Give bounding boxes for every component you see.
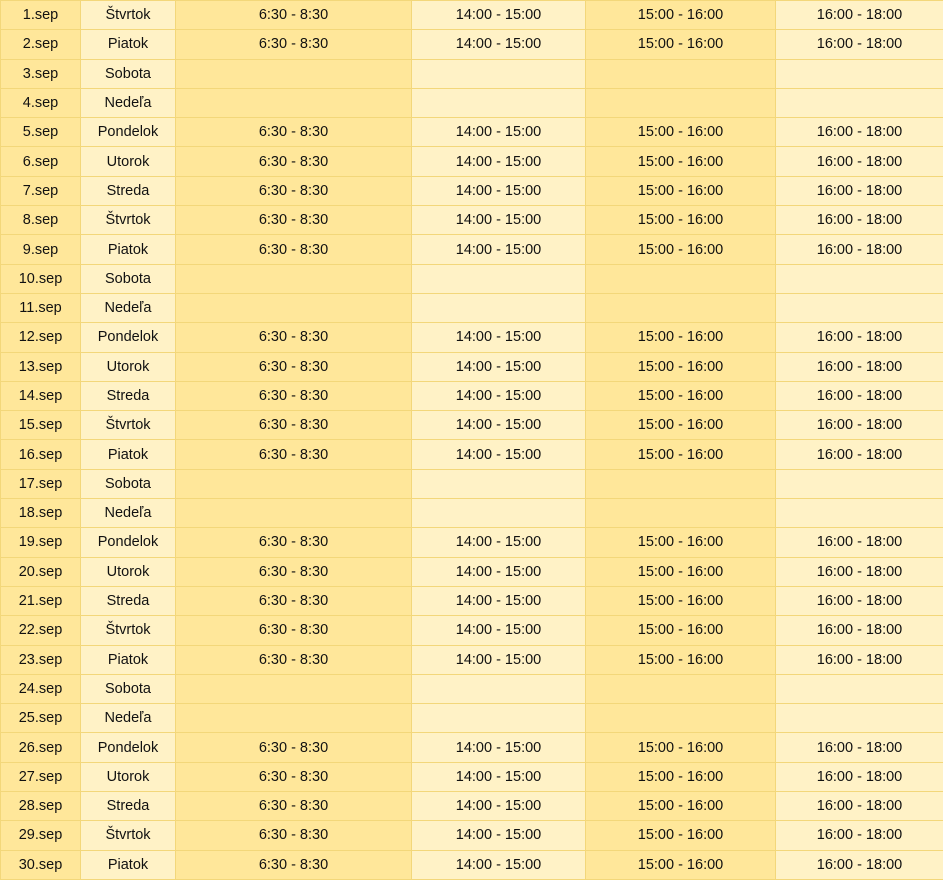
afternoon-slot-1-cell[interactable]: 14:00 - 15:00 xyxy=(412,147,586,176)
afternoon-slot-1-cell[interactable]: 14:00 - 15:00 xyxy=(412,528,586,557)
weekday-cell[interactable]: Štvrtok xyxy=(81,206,176,235)
afternoon-slot-1-cell[interactable] xyxy=(412,469,586,498)
table-row xyxy=(1,821,943,850)
afternoon-slot-2-cell[interactable]: 15:00 - 16:00 xyxy=(586,381,776,410)
table-row xyxy=(1,118,943,147)
weekday-cell[interactable]: Štvrtok xyxy=(81,616,176,645)
afternoon-slot-2-cell[interactable]: 15:00 - 16:00 xyxy=(586,235,776,264)
afternoon-slot-3-cell[interactable]: 16:00 - 18:00 xyxy=(776,1,943,30)
weekday-cell[interactable]: Streda xyxy=(81,176,176,205)
date-cell[interactable]: 21.sep xyxy=(1,586,81,615)
morning-slot-cell[interactable]: 6:30 - 8:30 xyxy=(176,381,412,410)
weekday-cell[interactable]: Utorok xyxy=(81,762,176,791)
afternoon-slot-3-cell[interactable] xyxy=(776,674,943,703)
afternoon-slot-3-cell[interactable]: 16:00 - 18:00 xyxy=(776,30,943,59)
afternoon-slot-1-cell[interactable]: 14:00 - 15:00 xyxy=(412,850,586,879)
date-cell[interactable]: 8.sep xyxy=(1,206,81,235)
weekday-cell[interactable]: Sobota xyxy=(81,674,176,703)
afternoon-slot-1-cell[interactable]: 14:00 - 15:00 xyxy=(412,352,586,381)
weekday-cell[interactable]: Sobota xyxy=(81,469,176,498)
afternoon-slot-2-cell[interactable] xyxy=(586,264,776,293)
table-row xyxy=(1,293,943,322)
afternoon-slot-3-cell[interactable]: 16:00 - 18:00 xyxy=(776,206,943,235)
afternoon-slot-3-cell[interactable] xyxy=(776,499,943,528)
weekday-cell[interactable]: Štvrtok xyxy=(81,411,176,440)
table-row xyxy=(1,645,943,674)
weekday-cell[interactable]: Streda xyxy=(81,586,176,615)
date-cell[interactable]: 27.sep xyxy=(1,762,81,791)
table-row xyxy=(1,469,943,498)
afternoon-slot-3-cell[interactable]: 16:00 - 18:00 xyxy=(776,323,943,352)
schedule-body xyxy=(1,1,943,880)
morning-slot-cell[interactable] xyxy=(176,293,412,322)
afternoon-slot-3-cell[interactable] xyxy=(776,59,943,88)
morning-slot-cell[interactable] xyxy=(176,704,412,733)
weekday-cell[interactable]: Štvrtok xyxy=(81,1,176,30)
table-row xyxy=(1,206,943,235)
table-row xyxy=(1,850,943,879)
afternoon-slot-3-cell[interactable] xyxy=(776,469,943,498)
afternoon-slot-2-cell[interactable] xyxy=(586,59,776,88)
weekday-cell[interactable]: Utorok xyxy=(81,352,176,381)
date-cell[interactable]: 28.sep xyxy=(1,792,81,821)
afternoon-slot-2-cell[interactable]: 15:00 - 16:00 xyxy=(586,645,776,674)
morning-slot-cell[interactable]: 6:30 - 8:30 xyxy=(176,235,412,264)
morning-slot-cell[interactable]: 6:30 - 8:30 xyxy=(176,352,412,381)
afternoon-slot-2-cell[interactable]: 15:00 - 16:00 xyxy=(586,411,776,440)
date-cell[interactable]: 19.sep xyxy=(1,528,81,557)
table-row xyxy=(1,586,943,615)
afternoon-slot-1-cell[interactable]: 14:00 - 15:00 xyxy=(412,30,586,59)
morning-slot-cell[interactable]: 6:30 - 8:30 xyxy=(176,206,412,235)
table-row xyxy=(1,674,943,703)
table-row xyxy=(1,440,943,469)
weekday-cell[interactable]: Utorok xyxy=(81,557,176,586)
afternoon-slot-2-cell[interactable]: 15:00 - 16:00 xyxy=(586,206,776,235)
date-cell[interactable]: 9.sep xyxy=(1,235,81,264)
morning-slot-cell[interactable]: 6:30 - 8:30 xyxy=(176,850,412,879)
afternoon-slot-1-cell[interactable] xyxy=(412,499,586,528)
date-cell[interactable]: 14.sep xyxy=(1,381,81,410)
afternoon-slot-3-cell[interactable]: 16:00 - 18:00 xyxy=(776,762,943,791)
afternoon-slot-2-cell[interactable]: 15:00 - 16:00 xyxy=(586,323,776,352)
afternoon-slot-2-cell[interactable]: 15:00 - 16:00 xyxy=(586,850,776,879)
morning-slot-cell[interactable]: 6:30 - 8:30 xyxy=(176,411,412,440)
afternoon-slot-3-cell[interactable]: 16:00 - 18:00 xyxy=(776,557,943,586)
afternoon-slot-3-cell[interactable]: 16:00 - 18:00 xyxy=(776,586,943,615)
morning-slot-cell[interactable]: 6:30 - 8:30 xyxy=(176,440,412,469)
table-row xyxy=(1,235,943,264)
table-row xyxy=(1,176,943,205)
table-row xyxy=(1,499,943,528)
afternoon-slot-3-cell[interactable]: 16:00 - 18:00 xyxy=(776,733,943,762)
date-cell[interactable]: 18.sep xyxy=(1,499,81,528)
morning-slot-cell[interactable]: 6:30 - 8:30 xyxy=(176,733,412,762)
afternoon-slot-2-cell[interactable]: 15:00 - 16:00 xyxy=(586,733,776,762)
afternoon-slot-2-cell[interactable]: 15:00 - 16:00 xyxy=(586,762,776,791)
morning-slot-cell[interactable]: 6:30 - 8:30 xyxy=(176,323,412,352)
afternoon-slot-1-cell[interactable]: 14:00 - 15:00 xyxy=(412,733,586,762)
weekday-cell[interactable]: Piatok xyxy=(81,850,176,879)
date-cell[interactable]: 1.sep xyxy=(1,1,81,30)
table-row xyxy=(1,59,943,88)
weekday-cell[interactable]: Utorok xyxy=(81,147,176,176)
afternoon-slot-1-cell[interactable] xyxy=(412,264,586,293)
morning-slot-cell[interactable]: 6:30 - 8:30 xyxy=(176,176,412,205)
weekday-cell[interactable]: Piatok xyxy=(81,30,176,59)
weekday-cell[interactable]: Sobota xyxy=(81,59,176,88)
weekday-cell[interactable]: Piatok xyxy=(81,645,176,674)
afternoon-slot-3-cell[interactable]: 16:00 - 18:00 xyxy=(776,850,943,879)
table-row xyxy=(1,264,943,293)
afternoon-slot-1-cell[interactable]: 14:00 - 15:00 xyxy=(412,381,586,410)
date-cell[interactable]: 2.sep xyxy=(1,30,81,59)
weekday-cell[interactable]: Streda xyxy=(81,381,176,410)
afternoon-slot-3-cell[interactable]: 16:00 - 18:00 xyxy=(776,352,943,381)
afternoon-slot-1-cell[interactable]: 14:00 - 15:00 xyxy=(412,440,586,469)
weekday-cell[interactable]: Nedeľa xyxy=(81,499,176,528)
weekday-cell[interactable]: Pondelok xyxy=(81,323,176,352)
afternoon-slot-2-cell[interactable]: 15:00 - 16:00 xyxy=(586,176,776,205)
afternoon-slot-2-cell[interactable]: 15:00 - 16:00 xyxy=(586,821,776,850)
date-cell[interactable]: 29.sep xyxy=(1,821,81,850)
morning-slot-cell[interactable]: 6:30 - 8:30 xyxy=(176,645,412,674)
afternoon-slot-2-cell[interactable]: 15:00 - 16:00 xyxy=(586,528,776,557)
afternoon-slot-3-cell[interactable]: 16:00 - 18:00 xyxy=(776,821,943,850)
afternoon-slot-3-cell[interactable] xyxy=(776,264,943,293)
date-cell[interactable]: 15.sep xyxy=(1,411,81,440)
table-row xyxy=(1,557,943,586)
table-row xyxy=(1,1,943,30)
afternoon-slot-2-cell[interactable]: 15:00 - 16:00 xyxy=(586,440,776,469)
date-cell[interactable]: 3.sep xyxy=(1,59,81,88)
afternoon-slot-3-cell[interactable]: 16:00 - 18:00 xyxy=(776,147,943,176)
afternoon-slot-1-cell[interactable] xyxy=(412,293,586,322)
weekday-cell[interactable]: Nedeľa xyxy=(81,88,176,117)
table-row xyxy=(1,30,943,59)
afternoon-slot-1-cell[interactable]: 14:00 - 15:00 xyxy=(412,118,586,147)
afternoon-slot-1-cell[interactable]: 14:00 - 15:00 xyxy=(412,411,586,440)
afternoon-slot-1-cell[interactable]: 14:00 - 15:00 xyxy=(412,792,586,821)
morning-slot-cell[interactable] xyxy=(176,88,412,117)
morning-slot-cell[interactable] xyxy=(176,264,412,293)
date-cell[interactable]: 20.sep xyxy=(1,557,81,586)
afternoon-slot-2-cell[interactable] xyxy=(586,469,776,498)
table-row xyxy=(1,704,943,733)
afternoon-slot-3-cell[interactable]: 16:00 - 18:00 xyxy=(776,440,943,469)
date-cell[interactable]: 5.sep xyxy=(1,118,81,147)
weekday-cell[interactable]: Štvrtok xyxy=(81,821,176,850)
afternoon-slot-1-cell[interactable]: 14:00 - 15:00 xyxy=(412,235,586,264)
date-cell[interactable]: 6.sep xyxy=(1,147,81,176)
date-cell[interactable]: 23.sep xyxy=(1,645,81,674)
morning-slot-cell[interactable]: 6:30 - 8:30 xyxy=(176,586,412,615)
morning-slot-cell[interactable]: 6:30 - 8:30 xyxy=(176,616,412,645)
morning-slot-cell[interactable] xyxy=(176,59,412,88)
afternoon-slot-3-cell[interactable]: 16:00 - 18:00 xyxy=(776,645,943,674)
morning-slot-cell[interactable]: 6:30 - 8:30 xyxy=(176,118,412,147)
afternoon-slot-1-cell[interactable]: 14:00 - 15:00 xyxy=(412,1,586,30)
morning-slot-cell[interactable] xyxy=(176,499,412,528)
afternoon-slot-3-cell[interactable]: 16:00 - 18:00 xyxy=(776,235,943,264)
afternoon-slot-2-cell[interactable] xyxy=(586,88,776,117)
afternoon-slot-3-cell[interactable] xyxy=(776,88,943,117)
afternoon-slot-3-cell[interactable]: 16:00 - 18:00 xyxy=(776,118,943,147)
afternoon-slot-1-cell[interactable]: 14:00 - 15:00 xyxy=(412,616,586,645)
date-cell[interactable]: 24.sep xyxy=(1,674,81,703)
date-cell[interactable]: 22.sep xyxy=(1,616,81,645)
date-cell[interactable]: 12.sep xyxy=(1,323,81,352)
morning-slot-cell[interactable]: 6:30 - 8:30 xyxy=(176,147,412,176)
afternoon-slot-2-cell[interactable]: 15:00 - 16:00 xyxy=(586,352,776,381)
afternoon-slot-2-cell[interactable] xyxy=(586,674,776,703)
afternoon-slot-1-cell[interactable] xyxy=(412,88,586,117)
morning-slot-cell[interactable]: 6:30 - 8:30 xyxy=(176,557,412,586)
table-row xyxy=(1,528,943,557)
afternoon-slot-1-cell[interactable]: 14:00 - 15:00 xyxy=(412,762,586,791)
afternoon-slot-3-cell[interactable]: 16:00 - 18:00 xyxy=(776,528,943,557)
afternoon-slot-3-cell[interactable]: 16:00 - 18:00 xyxy=(776,176,943,205)
date-cell[interactable]: 26.sep xyxy=(1,733,81,762)
date-cell[interactable]: 13.sep xyxy=(1,352,81,381)
date-cell[interactable]: 7.sep xyxy=(1,176,81,205)
weekday-cell[interactable]: Nedeľa xyxy=(81,293,176,322)
table-row xyxy=(1,792,943,821)
afternoon-slot-2-cell[interactable]: 15:00 - 16:00 xyxy=(586,557,776,586)
afternoon-slot-3-cell[interactable]: 16:00 - 18:00 xyxy=(776,411,943,440)
table-row xyxy=(1,88,943,117)
afternoon-slot-2-cell[interactable]: 15:00 - 16:00 xyxy=(586,30,776,59)
afternoon-slot-1-cell[interactable] xyxy=(412,674,586,703)
weekday-cell[interactable]: Pondelok xyxy=(81,118,176,147)
afternoon-slot-1-cell[interactable] xyxy=(412,59,586,88)
afternoon-slot-1-cell[interactable]: 14:00 - 15:00 xyxy=(412,176,586,205)
date-cell[interactable]: 25.sep xyxy=(1,704,81,733)
afternoon-slot-1-cell[interactable]: 14:00 - 15:00 xyxy=(412,206,586,235)
afternoon-slot-1-cell[interactable]: 14:00 - 15:00 xyxy=(412,821,586,850)
table-row xyxy=(1,323,943,352)
weekday-cell[interactable]: Streda xyxy=(81,792,176,821)
afternoon-slot-2-cell[interactable]: 15:00 - 16:00 xyxy=(586,147,776,176)
date-cell[interactable]: 16.sep xyxy=(1,440,81,469)
morning-slot-cell[interactable] xyxy=(176,469,412,498)
afternoon-slot-1-cell[interactable]: 14:00 - 15:00 xyxy=(412,557,586,586)
morning-slot-cell[interactable]: 6:30 - 8:30 xyxy=(176,30,412,59)
afternoon-slot-1-cell[interactable]: 14:00 - 15:00 xyxy=(412,645,586,674)
weekday-cell[interactable]: Nedeľa xyxy=(81,704,176,733)
table-row xyxy=(1,147,943,176)
weekday-cell[interactable]: Pondelok xyxy=(81,733,176,762)
morning-slot-cell[interactable] xyxy=(176,674,412,703)
weekday-cell[interactable]: Piatok xyxy=(81,235,176,264)
date-cell[interactable]: 4.sep xyxy=(1,88,81,117)
afternoon-slot-3-cell[interactable]: 16:00 - 18:00 xyxy=(776,381,943,410)
afternoon-slot-3-cell[interactable] xyxy=(776,293,943,322)
date-cell[interactable]: 11.sep xyxy=(1,293,81,322)
afternoon-slot-2-cell[interactable] xyxy=(586,293,776,322)
morning-slot-cell[interactable]: 6:30 - 8:30 xyxy=(176,528,412,557)
date-cell[interactable]: 30.sep xyxy=(1,850,81,879)
afternoon-slot-2-cell[interactable]: 15:00 - 16:00 xyxy=(586,616,776,645)
afternoon-slot-3-cell[interactable]: 16:00 - 18:00 xyxy=(776,616,943,645)
afternoon-slot-2-cell[interactable] xyxy=(586,704,776,733)
afternoon-slot-3-cell[interactable] xyxy=(776,704,943,733)
weekday-cell[interactable]: Piatok xyxy=(81,440,176,469)
afternoon-slot-2-cell[interactable]: 15:00 - 16:00 xyxy=(586,792,776,821)
afternoon-slot-1-cell[interactable] xyxy=(412,704,586,733)
morning-slot-cell[interactable]: 6:30 - 8:30 xyxy=(176,821,412,850)
morning-slot-cell[interactable]: 6:30 - 8:30 xyxy=(176,1,412,30)
weekday-cell[interactable]: Sobota xyxy=(81,264,176,293)
date-cell[interactable]: 10.sep xyxy=(1,264,81,293)
afternoon-slot-3-cell[interactable]: 16:00 - 18:00 xyxy=(776,792,943,821)
morning-slot-cell[interactable]: 6:30 - 8:30 xyxy=(176,762,412,791)
table-row xyxy=(1,616,943,645)
date-cell[interactable]: 17.sep xyxy=(1,469,81,498)
afternoon-slot-1-cell[interactable]: 14:00 - 15:00 xyxy=(412,586,586,615)
afternoon-slot-2-cell[interactable]: 15:00 - 16:00 xyxy=(586,1,776,30)
table-row xyxy=(1,411,943,440)
morning-slot-cell[interactable]: 6:30 - 8:30 xyxy=(176,792,412,821)
afternoon-slot-2-cell[interactable]: 15:00 - 16:00 xyxy=(586,586,776,615)
table-row xyxy=(1,381,943,410)
afternoon-slot-2-cell[interactable]: 15:00 - 16:00 xyxy=(586,118,776,147)
afternoon-slot-2-cell[interactable] xyxy=(586,499,776,528)
weekday-cell[interactable]: Pondelok xyxy=(81,528,176,557)
afternoon-slot-1-cell[interactable]: 14:00 - 15:00 xyxy=(412,323,586,352)
table-row xyxy=(1,733,943,762)
table-row xyxy=(1,352,943,381)
table-row xyxy=(1,762,943,791)
